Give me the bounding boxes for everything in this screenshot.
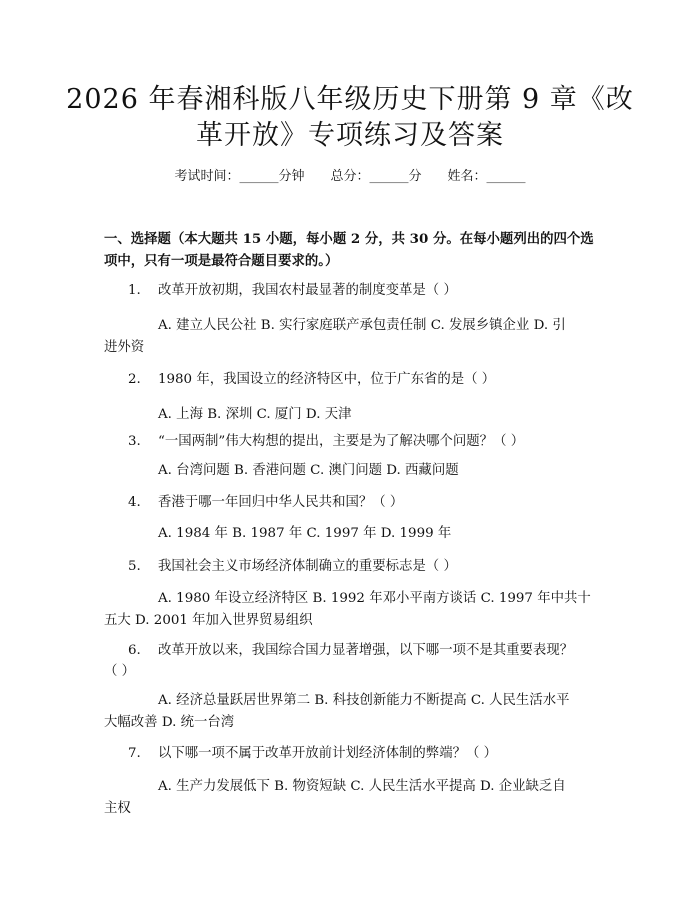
question-options: A. 1980 年设立经济特区 B. 1992 年邓小平南方谈话 C. 1997 年中共十 (158, 591, 591, 606)
question-options: A. 上海 B. 深圳 C. 厦门 D. 天津 (158, 407, 352, 422)
exam-time-field: 考试时间：______分钟 (174, 169, 305, 184)
question-number: 2. (128, 372, 141, 387)
student-name-field: 姓名：______ (447, 169, 526, 184)
document-title-line-2: 革开放》专项练习及答案 (196, 120, 504, 151)
question-number: 5. (128, 559, 141, 574)
exam-info (0, 166, 700, 188)
question-options-continued: 五大 D. 2001 年加入世界贸易组织 (104, 613, 313, 628)
question-options: A. 1984 年 B. 1987 年 C. 1997 年 D. 1999 年 (158, 526, 452, 541)
question-text: 香港于哪一年回归中华人民共和国？（ ） (158, 495, 404, 510)
document-title-line-1: 2026 年春湘科版八年级历史下册第 9 章《改 (66, 84, 634, 115)
total-score-field: 总分：______分 (330, 169, 422, 184)
question-text: “一国两制”伟大构想的提出，主要是为了解决哪个问题？（ ） (158, 434, 525, 449)
question-text: 改革开放初期，我国农村最显著的制度变革是（ ） (158, 283, 457, 298)
question-options: A. 生产力发展低下 B. 物资短缺 C. 人民生活水平提高 D. 企业缺乏自 (158, 779, 566, 794)
question-text-continued: （ ） (104, 664, 136, 679)
question-options-continued: 主权 (104, 801, 131, 816)
question-text: 我国社会主义市场经济体制确立的重要标志是（ ） (158, 559, 457, 574)
question-number: 1. (128, 283, 141, 298)
question-options: A. 台湾问题 B. 香港问题 C. 澳门问题 D. 西藏问题 (158, 463, 459, 478)
question-number: 7. (128, 746, 141, 761)
question-text: 1980 年，我国设立的经济特区中，位于广东省的是（ ） (158, 372, 496, 387)
question-options: A. 经济总量跃居世界第二 B. 科技创新能力不断提高 C. 人民生活水平 (158, 693, 570, 708)
question-options-continued: 进外资 (104, 340, 145, 355)
question-number: 4. (128, 495, 141, 510)
question-text: 以下哪一项不属于改革开放前计划经济体制的弊端？（ ） (158, 746, 498, 761)
question-text: 改革开放以来，我国综合国力显著增强，以下哪一项不是其重要表现？ (158, 643, 574, 658)
question-options: A. 建立人民公社 B. 实行家庭联产承包责任制 C. 发展乡镇企业 D. 引 (158, 318, 566, 333)
question-options-continued: 大幅改善 D. 统一台湾 (104, 715, 235, 730)
section-heading-line-2: 项中，只有一项是最符合题目要求的。） (104, 253, 339, 269)
question-number: 6. (128, 643, 141, 658)
section-heading-line-1: 一、选择题（本大题共 15 小题，每小题 2 分，共 30 分。在每小题列出的四个选 (104, 231, 594, 247)
question-number: 3. (128, 434, 141, 449)
